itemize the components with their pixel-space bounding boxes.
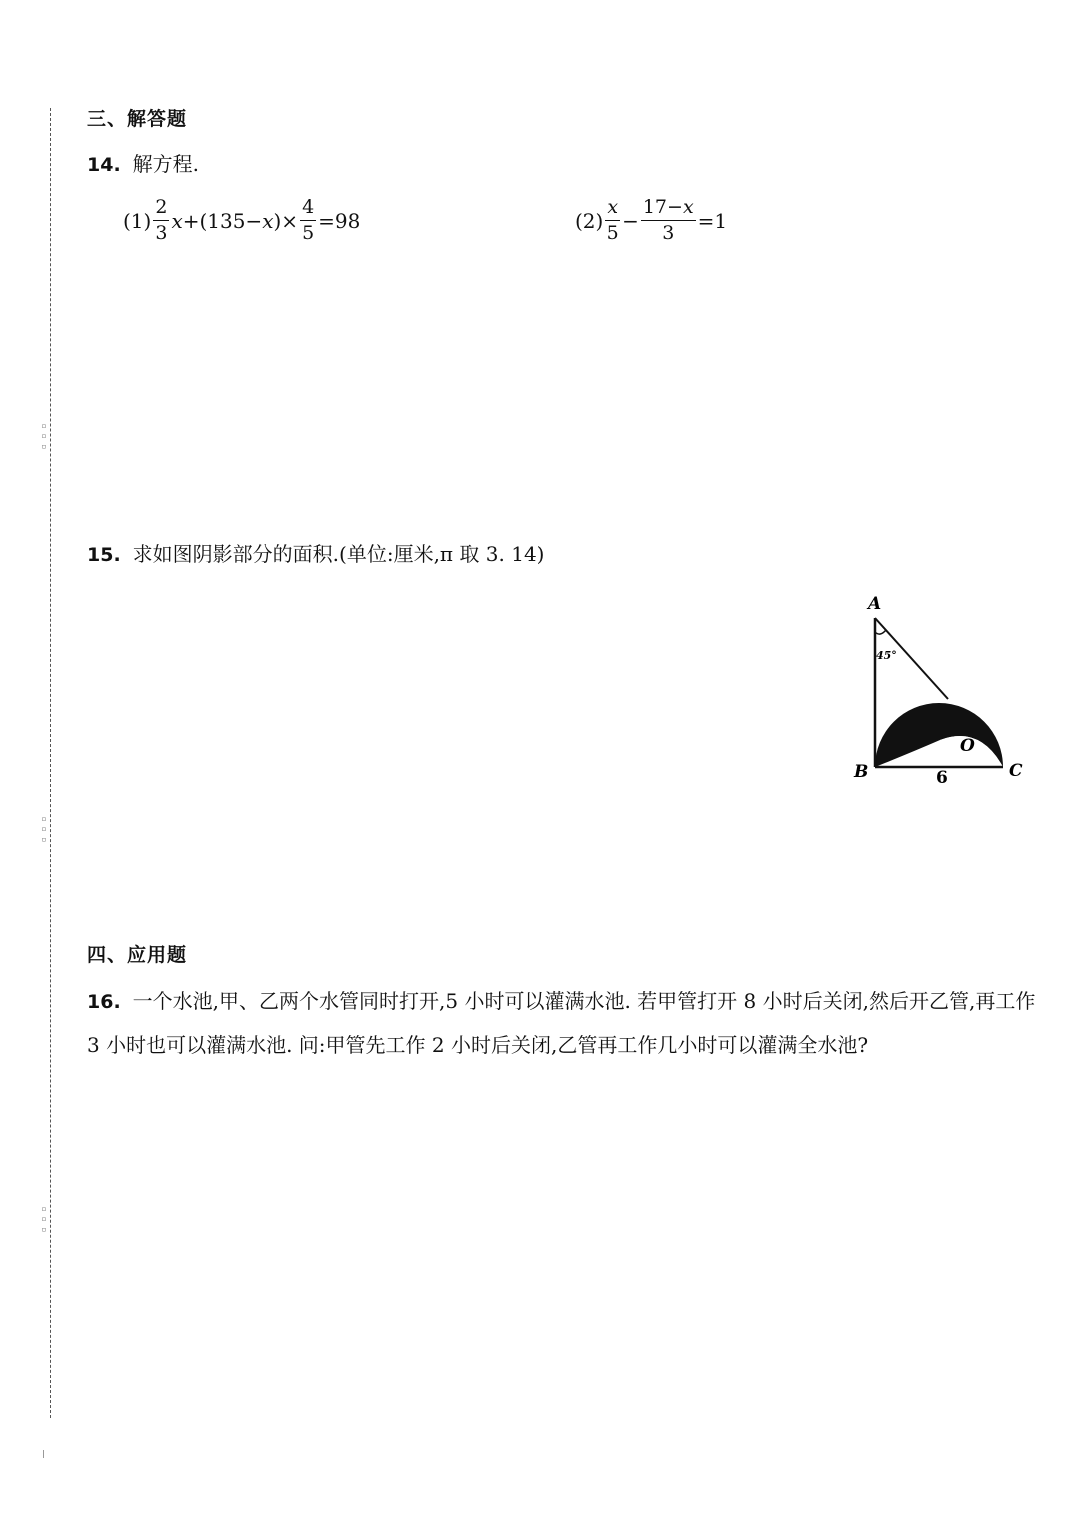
fraction-numerator: 2 xyxy=(153,198,169,221)
question-14-text: 解方程. xyxy=(132,152,200,176)
binding-mark-top: ▫ ▫ ▫ xyxy=(40,422,48,451)
equation-1-middle-a: +(135− xyxy=(182,208,263,233)
fraction-numerator: x xyxy=(605,198,620,221)
fraction-denominator: 5 xyxy=(606,222,619,244)
point-b-label: B xyxy=(854,762,869,782)
point-o-label: O xyxy=(960,736,975,756)
equation-2-minus: − xyxy=(622,208,639,233)
fraction-denominator: 5 xyxy=(302,222,315,244)
fraction-two-thirds xyxy=(153,198,169,243)
point-c-label: C xyxy=(1009,761,1023,781)
fraction-17-minus-x-over-3 xyxy=(641,198,696,243)
fraction-denominator: 3 xyxy=(662,222,675,244)
fraction-numerator xyxy=(641,198,696,221)
geometry-figure xyxy=(840,585,1040,799)
section-title-application: 四、应用题 xyxy=(87,944,188,966)
equation-2 xyxy=(575,198,727,243)
question-14-number: 14. xyxy=(87,154,121,176)
equation-1-rhs: =98 xyxy=(318,208,361,233)
question-15 xyxy=(87,538,544,567)
point-a-label: A xyxy=(868,594,882,614)
numerator-part: 17− xyxy=(642,196,683,218)
binding-mark-middle: ▫ ▫ ▫ xyxy=(40,815,48,844)
page-bottom-tick xyxy=(43,1450,44,1458)
question-16-text: 一个水池,甲、乙两个水管同时打开,5 小时可以灌满水池. 若甲管打开 8 小时后关闭,然后开乙管,再工作 3 小时也可以灌满水池. 问:甲管先工作 2 小时后关闭,乙管再工作几小时可以灌满全水池? xyxy=(87,989,1036,1057)
question-15-text: 求如图阴影部分的面积.(单位:厘米,π 取 3. 14) xyxy=(132,542,545,566)
variable-x: x xyxy=(262,208,274,233)
variable-x: x xyxy=(682,196,694,218)
section-title-solve: 三、解答题 xyxy=(87,108,188,130)
fraction-numerator: 4 xyxy=(300,198,316,221)
question-16 xyxy=(87,980,1037,1067)
binding-mark-bottom: ▫ ▫ ▫ xyxy=(40,1205,48,1234)
fraction-four-fifths xyxy=(300,198,316,243)
question-15-number: 15. xyxy=(87,544,121,566)
equation-1-label: (1) xyxy=(123,208,152,233)
variable-x: x xyxy=(171,208,183,233)
binding-dashed-line xyxy=(50,108,51,1418)
equation-1-middle-b: )× xyxy=(273,208,299,233)
question-16-number: 16. xyxy=(87,991,121,1013)
equation-2-label: (2) xyxy=(575,208,604,233)
angle-label: 45° xyxy=(876,649,897,662)
equation-2-rhs: =1 xyxy=(697,208,728,233)
fraction-x-over-5 xyxy=(605,198,620,243)
question-14 xyxy=(87,148,199,177)
equation-1 xyxy=(123,198,360,243)
fraction-denominator: 3 xyxy=(155,222,168,244)
geometry-diagram xyxy=(840,585,1040,795)
length-label: 6 xyxy=(936,768,948,788)
angle-arc xyxy=(875,630,886,634)
